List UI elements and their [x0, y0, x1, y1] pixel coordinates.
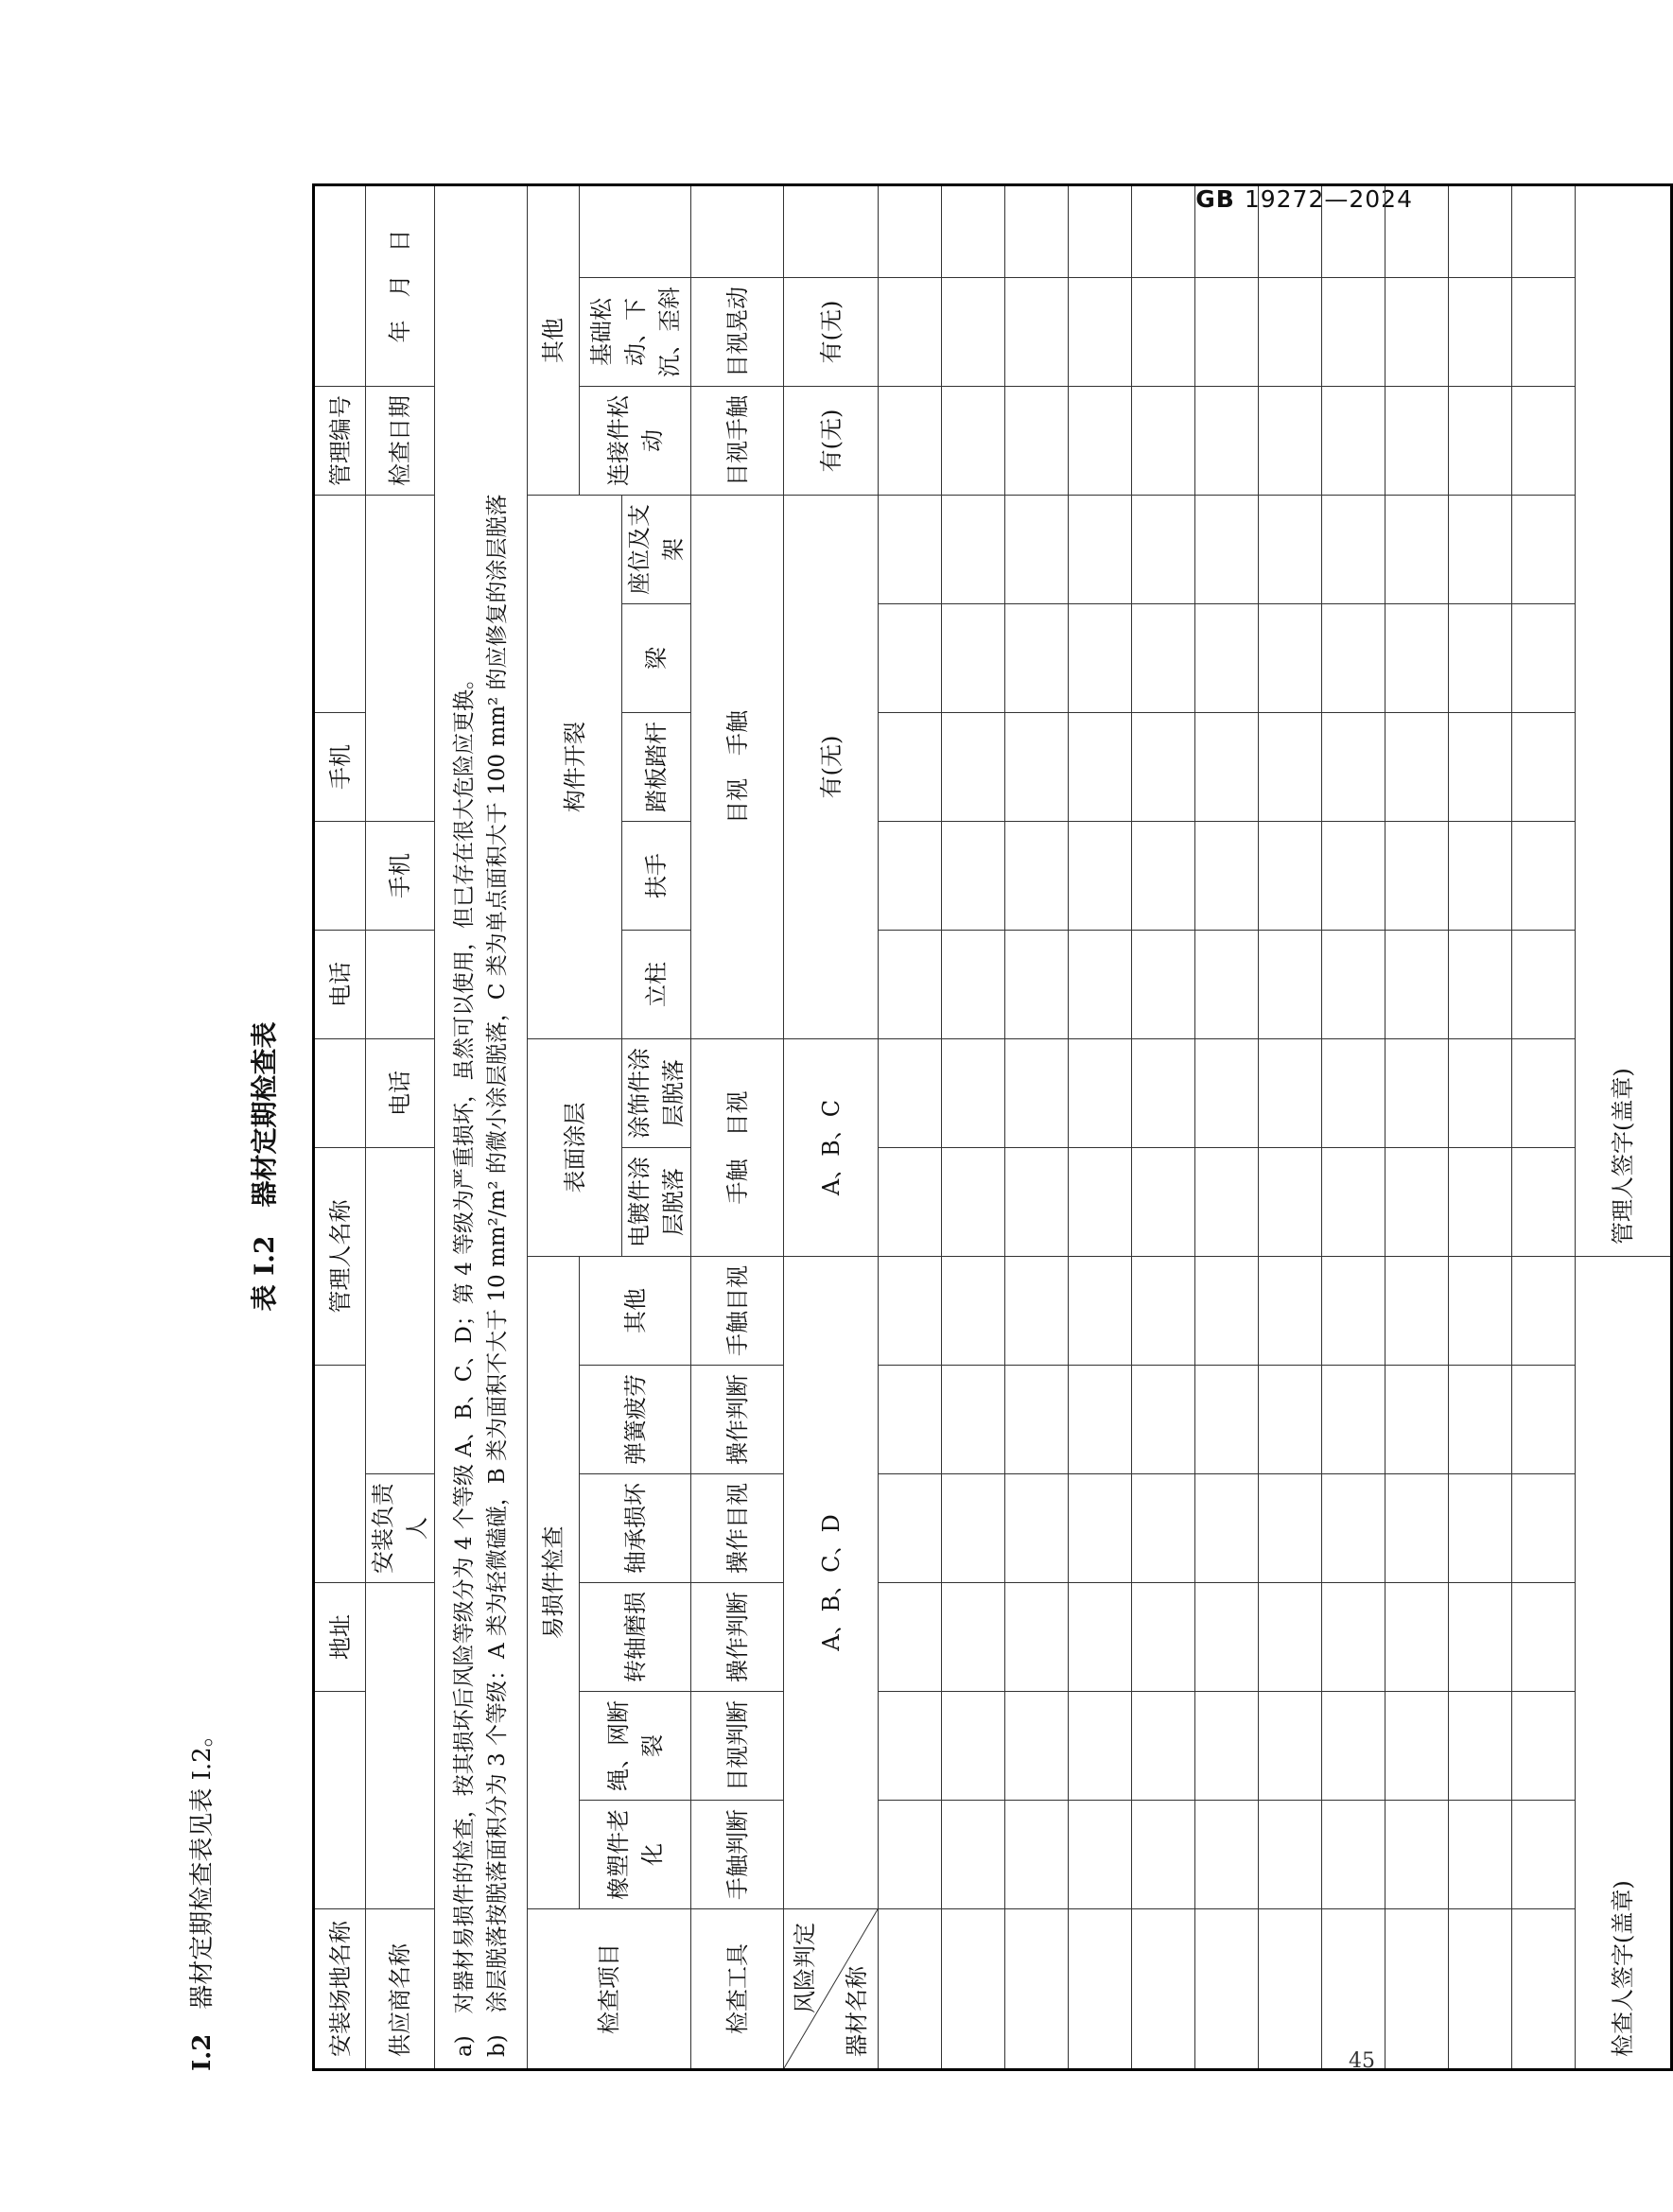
result-cell[interactable] [1069, 185, 1132, 278]
result-cell[interactable] [1322, 604, 1385, 713]
result-cell[interactable] [1259, 278, 1322, 387]
result-cell[interactable] [942, 1366, 1005, 1474]
result-cell[interactable] [1069, 1801, 1132, 1909]
result-cell[interactable] [1449, 1257, 1512, 1366]
site-name-value [314, 1692, 366, 1909]
result-cell[interactable] [1385, 1583, 1449, 1692]
result-cell[interactable] [1069, 1366, 1132, 1474]
result-cell[interactable] [1512, 387, 1576, 496]
tool-1: 手触判断 [691, 1801, 784, 1909]
result-cell[interactable] [1385, 713, 1449, 822]
result-cell[interactable] [1322, 1692, 1385, 1801]
result-cell[interactable] [1195, 1366, 1259, 1474]
result-cell[interactable] [1195, 1692, 1259, 1801]
group-other: 其他 [528, 185, 580, 496]
management-number-value [314, 185, 366, 387]
result-cell[interactable] [1449, 1148, 1512, 1257]
result-cell[interactable] [1512, 278, 1576, 387]
result-cell[interactable] [1259, 387, 1322, 496]
result-cell[interactable] [942, 1039, 1005, 1148]
item-beam: 梁 [622, 604, 691, 713]
installer-label: 安装负责人 [366, 1474, 435, 1583]
result-cell[interactable] [1322, 1366, 1385, 1474]
result-cell[interactable] [1069, 1474, 1132, 1583]
result-cell[interactable] [942, 1257, 1005, 1366]
result-cell[interactable] [1069, 931, 1132, 1039]
result-cell[interactable] [942, 387, 1005, 496]
result-cell[interactable] [942, 1474, 1005, 1583]
result-cell[interactable] [1449, 604, 1512, 713]
mobile-label: 手机 [314, 713, 366, 822]
tool-blank [691, 185, 784, 278]
item-column: 立柱 [622, 931, 691, 1039]
result-cell[interactable] [879, 822, 942, 931]
result-cell[interactable] [1005, 1692, 1069, 1801]
tool-label: 检查工具 [691, 1909, 784, 2070]
result-cell[interactable] [1512, 1801, 1576, 1909]
info-row-1 [314, 185, 366, 2070]
table-row [879, 185, 942, 2070]
risk-wear: A、B、C、D [784, 1257, 879, 1909]
result-cell[interactable] [1195, 931, 1259, 1039]
result-cell[interactable] [1385, 496, 1449, 604]
result-cell[interactable] [1195, 822, 1259, 931]
tool-connector: 目视手触 [691, 387, 784, 496]
result-cell[interactable] [1005, 1801, 1069, 1909]
result-cell[interactable] [942, 822, 1005, 931]
result-cell[interactable] [1132, 1257, 1195, 1366]
result-cell[interactable] [1005, 387, 1069, 496]
result-cell[interactable] [1132, 1801, 1195, 1909]
risk-equipment-header [784, 1909, 879, 2070]
result-cell[interactable] [1449, 278, 1512, 387]
result-cell[interactable] [1195, 1039, 1259, 1148]
result-cell[interactable] [942, 604, 1005, 713]
result-cell[interactable] [1259, 496, 1322, 604]
result-cell[interactable] [942, 713, 1005, 822]
result-cell[interactable] [1069, 1257, 1132, 1366]
equipment-label: 器材名称 [844, 1966, 870, 2057]
result-cell[interactable] [1512, 1039, 1576, 1148]
mobile-label-2: 手机 [366, 822, 435, 931]
result-cell[interactable] [1069, 1583, 1132, 1692]
result-cell[interactable] [1132, 1583, 1195, 1692]
result-cell[interactable] [1005, 496, 1069, 604]
table-row [942, 185, 1005, 2070]
result-cell[interactable] [879, 387, 942, 496]
mobile-value-2 [366, 496, 435, 822]
result-cell[interactable] [1069, 604, 1132, 713]
result-cell[interactable] [879, 1801, 942, 1909]
result-cell[interactable] [879, 1039, 942, 1148]
result-cell[interactable] [1449, 931, 1512, 1039]
result-cell[interactable] [1195, 278, 1259, 387]
result-cell[interactable] [1132, 1148, 1195, 1257]
result-cell[interactable] [1385, 931, 1449, 1039]
result-cell[interactable] [1449, 1039, 1512, 1148]
tool-foundation: 目视晃动 [691, 278, 784, 387]
phone-value [314, 822, 366, 931]
result-cell[interactable] [1512, 1366, 1576, 1474]
group-crack: 构件开裂 [528, 496, 622, 1039]
result-cell[interactable] [1132, 931, 1195, 1039]
result-cell[interactable] [879, 1583, 942, 1692]
result-cell[interactable] [1259, 1583, 1322, 1692]
result-cell[interactable] [1259, 1474, 1322, 1583]
inspection-table [312, 183, 1673, 2071]
group-wear: 易损件检查 [528, 1257, 580, 1909]
result-cell[interactable] [1512, 1257, 1576, 1366]
result-cell[interactable] [1512, 604, 1576, 713]
page-number: 45 [1349, 2049, 1375, 2073]
installer-value [366, 1148, 435, 1474]
result-cell[interactable] [1449, 1801, 1512, 1909]
result-cell[interactable] [879, 278, 942, 387]
equipment-name-cell[interactable] [1322, 1909, 1385, 2070]
result-cell[interactable] [879, 604, 942, 713]
equipment-name-cell[interactable] [1069, 1909, 1132, 2070]
equipment-name-cell[interactable] [1385, 1909, 1449, 2070]
inspection-date-label: 检查日期 [366, 387, 435, 496]
inspection-date-value: 年 月 日 [366, 185, 435, 387]
result-cell[interactable] [1132, 1039, 1195, 1148]
phone-value-2 [366, 931, 435, 1039]
result-cell[interactable] [1195, 1148, 1259, 1257]
result-cell[interactable] [1385, 387, 1449, 496]
result-cell[interactable] [879, 1257, 942, 1366]
table-row [1195, 185, 1259, 2070]
table-row [1512, 185, 1576, 2070]
risk-coat: A、B、C [784, 1039, 879, 1257]
result-cell[interactable] [1132, 713, 1195, 822]
result-cell[interactable] [879, 1366, 942, 1474]
result-cell[interactable] [1322, 1474, 1385, 1583]
item-rope-break: 绳、网断裂 [580, 1692, 691, 1801]
result-cell[interactable] [1005, 1366, 1069, 1474]
phone-label-2: 电话 [366, 1039, 435, 1148]
notes-row [435, 185, 528, 2070]
result-cell[interactable] [1512, 931, 1576, 1039]
group-row [528, 185, 580, 2070]
signature-row [1576, 185, 1672, 2070]
tool-4: 操作目视 [691, 1474, 784, 1583]
result-cell[interactable] [1195, 604, 1259, 713]
result-cell[interactable] [1132, 1474, 1195, 1583]
result-cell[interactable] [1322, 278, 1385, 387]
rotated-page-content [183, 229, 1636, 2071]
result-cell[interactable] [1449, 713, 1512, 822]
result-cell[interactable] [1385, 1039, 1449, 1148]
result-cell[interactable] [1512, 496, 1576, 604]
result-cell[interactable] [1069, 1148, 1132, 1257]
result-cell[interactable] [1195, 1583, 1259, 1692]
notes [435, 185, 528, 2070]
result-cell[interactable] [1132, 496, 1195, 604]
result-cell[interactable] [1069, 1692, 1132, 1801]
result-cell[interactable] [1005, 1257, 1069, 1366]
result-cell[interactable] [879, 1474, 942, 1583]
result-cell[interactable] [1449, 185, 1512, 278]
table-caption: 表 I.2器材定期检查表 [249, 1021, 280, 1312]
result-cell[interactable] [1132, 604, 1195, 713]
result-cell[interactable] [1322, 822, 1385, 931]
table-row [1132, 185, 1195, 2070]
tool-3: 操作判断 [691, 1583, 784, 1692]
result-cell[interactable] [879, 1692, 942, 1801]
risk-label: 风险判定 [792, 1923, 818, 2013]
table-row [1322, 185, 1385, 2070]
result-cell[interactable] [1322, 185, 1385, 278]
result-cell[interactable] [1005, 185, 1069, 278]
manager-signature: 管理人签字(盖章) [1576, 185, 1672, 1257]
result-cell[interactable] [1259, 604, 1322, 713]
result-cell[interactable] [1259, 822, 1322, 931]
result-cell[interactable] [1449, 1583, 1512, 1692]
result-cell[interactable] [1005, 604, 1069, 713]
result-cell[interactable] [1322, 1148, 1385, 1257]
result-cell[interactable] [1259, 713, 1322, 822]
result-cell[interactable] [1385, 278, 1449, 387]
result-cell[interactable] [1259, 185, 1322, 278]
result-cell[interactable] [1512, 1148, 1576, 1257]
result-cell[interactable] [1322, 1801, 1385, 1909]
result-cell[interactable] [1449, 1366, 1512, 1474]
result-cell[interactable] [1512, 822, 1576, 931]
equipment-name-cell[interactable] [1005, 1909, 1069, 2070]
result-cell[interactable] [1069, 387, 1132, 496]
result-cell[interactable] [1512, 1474, 1576, 1583]
table-row [1005, 185, 1069, 2070]
result-cell[interactable] [879, 713, 942, 822]
result-cell[interactable] [1259, 1039, 1322, 1148]
supplier-name-label: 供应商名称 [366, 1909, 435, 2070]
table-row [1449, 185, 1512, 2070]
item-painted-coating: 涂饰件涂层脱落 [622, 1039, 691, 1148]
risk-foundation: 有(无) [784, 278, 879, 387]
item-shaft-wear: 转轴磨损 [580, 1583, 691, 1692]
standard-code: GB 19272—2024 [1195, 185, 1413, 213]
table-row [1259, 185, 1322, 2070]
risk-row [784, 185, 879, 2070]
result-cell[interactable] [942, 496, 1005, 604]
result-cell[interactable] [1385, 822, 1449, 931]
result-cell[interactable] [1385, 1474, 1449, 1583]
address-label: 地址 [314, 1583, 366, 1692]
result-cell[interactable] [1322, 496, 1385, 604]
note-a: a) 对器材易损件的检查，按其损坏后风险等级分为 4 个等级 A、B、C、D；第 4 等级为严重损坏，虽然可以使用，但已存在很大危险应更换。 [452, 667, 477, 2057]
result-cell[interactable] [1322, 713, 1385, 822]
result-cell[interactable] [1132, 1692, 1195, 1801]
result-cell[interactable] [1259, 1366, 1322, 1474]
result-cell[interactable] [1385, 1801, 1449, 1909]
inspector-signature: 检查人签字(盖章) [1576, 1257, 1672, 2070]
result-cell[interactable] [1322, 387, 1385, 496]
result-cell[interactable] [1449, 387, 1512, 496]
result-cell[interactable] [942, 931, 1005, 1039]
result-cell[interactable] [1385, 604, 1449, 713]
tool-5: 操作判断 [691, 1366, 784, 1474]
item-connector-loose: 连接件松动 [580, 387, 691, 496]
tool-2: 目视判断 [691, 1692, 784, 1801]
result-cell[interactable] [1069, 822, 1132, 931]
equipment-name-cell[interactable] [1132, 1909, 1195, 2070]
info-row-2 [366, 185, 435, 2070]
result-cell[interactable] [1132, 278, 1195, 387]
result-cell[interactable] [1449, 822, 1512, 931]
risk-connector: 有(无) [784, 387, 879, 496]
result-cell[interactable] [1069, 496, 1132, 604]
tool-coat: 手触 目视 [691, 1039, 784, 1257]
site-name-label: 安装场地名称 [314, 1909, 366, 2070]
result-cell[interactable] [942, 1692, 1005, 1801]
result-cell[interactable] [942, 278, 1005, 387]
equipment-name-cell[interactable] [1259, 1909, 1322, 2070]
result-cell[interactable] [879, 1148, 942, 1257]
tools-row [691, 185, 784, 2070]
result-cell[interactable] [1385, 1257, 1449, 1366]
result-cell[interactable] [1069, 713, 1132, 822]
manager-name-value [314, 1039, 366, 1148]
result-cell[interactable] [1322, 1583, 1385, 1692]
result-cell[interactable] [1005, 1039, 1069, 1148]
result-cell[interactable] [1385, 1692, 1449, 1801]
result-cell[interactable] [1132, 1366, 1195, 1474]
table-row [1385, 185, 1449, 2070]
equipment-name-cell[interactable] [942, 1909, 1005, 2070]
result-cell[interactable] [1069, 1039, 1132, 1148]
note-b: b) 涂层脱落按脱落面积分为 3 个等级：A 类为轻微磕碰，B 类为面积不大于 10 mm²/m² 的微小涂层脱落，C 类为单点面积大于 100 mm² 的应修复的涂层脱落 [484, 494, 510, 2057]
result-cell[interactable] [1005, 713, 1069, 822]
result-cell[interactable] [1259, 1148, 1322, 1257]
result-cell[interactable] [1005, 1474, 1069, 1583]
address-value [314, 1366, 366, 1583]
result-cell[interactable] [1195, 387, 1259, 496]
result-cell[interactable] [1005, 931, 1069, 1039]
item-pedal: 踏板踏杆 [622, 713, 691, 822]
item-rubber-aging: 橡塑件老化 [580, 1801, 691, 1909]
equipment-name-cell[interactable] [1195, 1909, 1259, 2070]
equipment-name-cell[interactable] [879, 1909, 942, 2070]
result-cell[interactable] [1259, 1692, 1322, 1801]
risk-crack: 有(无) [784, 496, 879, 1039]
item-spring-fatigue: 弹簧疲劳 [580, 1366, 691, 1474]
result-cell[interactable] [1449, 1474, 1512, 1583]
item-label: 检查项目 [528, 1909, 691, 2070]
result-cell[interactable] [1005, 1583, 1069, 1692]
result-cell[interactable] [1195, 1474, 1259, 1583]
result-cell[interactable] [1132, 185, 1195, 278]
result-cell[interactable] [1005, 1148, 1069, 1257]
result-cell[interactable] [1259, 1801, 1322, 1909]
result-cell[interactable] [1195, 1257, 1259, 1366]
tool-6: 手触目视 [691, 1257, 784, 1366]
item-bearing-damage: 轴承损坏 [580, 1474, 691, 1583]
item-other-blank [580, 185, 691, 278]
result-cell[interactable] [1132, 822, 1195, 931]
item-handrail: 扶手 [622, 822, 691, 931]
result-cell[interactable] [942, 1583, 1005, 1692]
result-cell[interactable] [1259, 931, 1322, 1039]
result-cell[interactable] [1385, 185, 1449, 278]
result-cell[interactable] [879, 496, 942, 604]
result-cell[interactable] [1322, 1039, 1385, 1148]
item-wear-other: 其他 [580, 1257, 691, 1366]
result-cell[interactable] [1512, 1583, 1576, 1692]
result-cell[interactable] [942, 1801, 1005, 1909]
result-cell[interactable] [1195, 185, 1259, 278]
result-cell[interactable] [1512, 1692, 1576, 1801]
result-cell[interactable] [879, 931, 942, 1039]
result-cell[interactable] [1069, 278, 1132, 387]
result-cell[interactable] [942, 1148, 1005, 1257]
result-cell[interactable] [1195, 1801, 1259, 1909]
empty-rows [879, 185, 1576, 2070]
result-cell[interactable] [942, 185, 1005, 278]
result-cell[interactable] [1322, 931, 1385, 1039]
item-seat-bracket: 座位及支架 [622, 496, 691, 604]
result-cell[interactable] [1195, 713, 1259, 822]
result-cell[interactable] [1132, 387, 1195, 496]
manager-name-label: 管理人名称 [314, 1148, 366, 1366]
result-cell[interactable] [1195, 496, 1259, 604]
item-foundation: 基础松动、下沉、歪斜 [580, 278, 691, 387]
result-cell[interactable] [1512, 713, 1576, 822]
phone-label: 电话 [314, 931, 366, 1039]
result-cell[interactable] [1005, 278, 1069, 387]
result-cell[interactable] [879, 185, 942, 278]
result-cell[interactable] [1512, 185, 1576, 278]
management-number-label: 管理编号 [314, 387, 366, 496]
risk-blank [784, 185, 879, 278]
result-cell[interactable] [1385, 1148, 1449, 1257]
result-cell[interactable] [1449, 496, 1512, 604]
item-plated-coating: 电镀件涂层脱落 [622, 1148, 691, 1257]
result-cell[interactable] [1005, 822, 1069, 931]
result-cell[interactable] [1385, 1366, 1449, 1474]
tool-crack: 目视 手触 [691, 496, 784, 1039]
supplier-name-value [366, 1583, 435, 1909]
table-row [1069, 185, 1132, 2070]
group-coat: 表面涂层 [528, 1039, 622, 1257]
section-heading: I.2器材定期检查表见表 I.2。 [188, 1722, 217, 2071]
mobile-value [314, 496, 366, 713]
equipment-name-cell[interactable] [1449, 1909, 1512, 2070]
result-cell[interactable] [1322, 1257, 1385, 1366]
result-cell[interactable] [1259, 1257, 1322, 1366]
equipment-name-cell[interactable] [1512, 1909, 1576, 2070]
result-cell[interactable] [1449, 1692, 1512, 1801]
